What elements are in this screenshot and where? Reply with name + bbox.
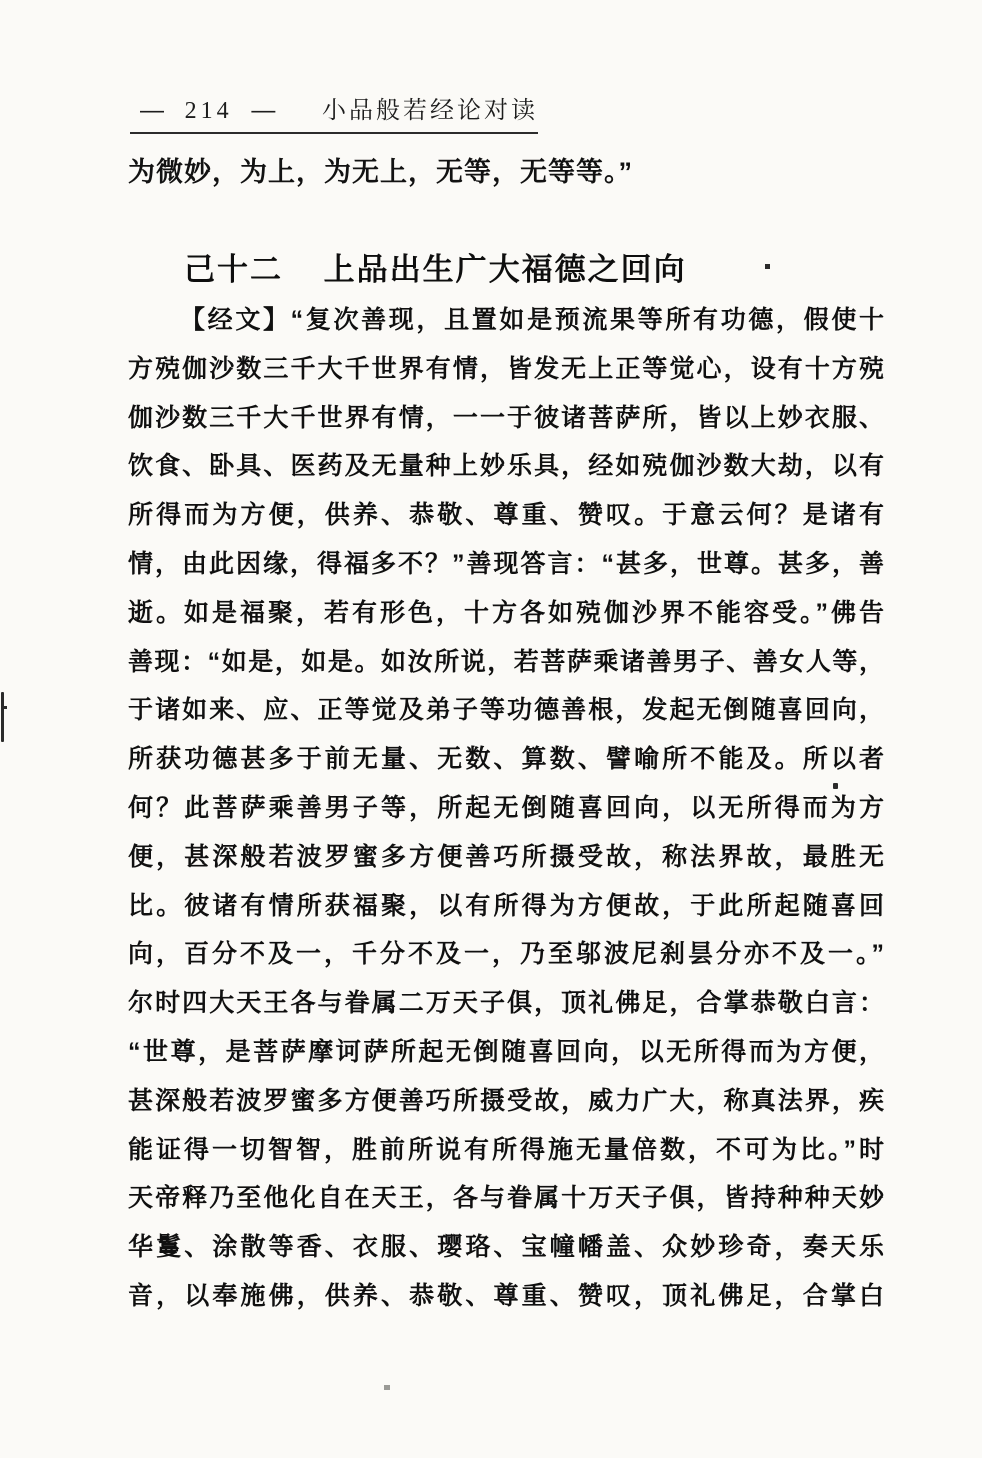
body-text-line: 所得而为方便，供养、恭敬、尊重、赞叹。于意云何？是诸有 — [128, 501, 884, 530]
header-dash-right: — — [251, 97, 278, 124]
scan-artifact-edge-line — [1, 692, 4, 742]
section-heading-number: 己十二 — [184, 252, 283, 287]
section-heading — [128, 244, 884, 289]
body-text-line: 【经文】“复次善现，且置如是预流果等所有功德，假使十 — [180, 306, 884, 334]
body-text-line: 善现：“如是，如是。如汝所说，若菩萨乘诸善男子、善女人等， — [128, 647, 884, 676]
scan-artifact-speck — [384, 1385, 390, 1390]
scan-artifact-edge-tick — [3, 706, 7, 709]
body-text-line: 甚深般若波罗蜜多方便善巧所摄受故，威力广大，称真法界，疾 — [128, 1086, 884, 1115]
book-title: 小品般若经论对读 — [322, 97, 539, 124]
body-text-line: 伽沙数三千大千世界有情，一一于彼诸菩萨所，皆以上妙衣服、 — [128, 403, 884, 432]
body-text-line: 情，由此因缘，得福多不？”善现答言：“甚多，世尊。甚多，善 — [128, 549, 884, 578]
body-text-line: 音，以奉施佛，供养、恭敬、尊重、赞叹，顶礼佛足，合掌白 — [128, 1281, 884, 1310]
body-paragraph — [128, 296, 884, 1321]
body-text-line: 所获功德甚多于前无量、无数、算数、譬喻所不能及。所以者 — [128, 745, 884, 774]
body-text-line: 逝。如是福聚，若有形色，十方各如殑伽沙界不能容受。”佛告 — [128, 598, 884, 627]
body-text-line: 于诸如来、应、正等觉及弟子等功德善根，发起无倒随喜回向， — [128, 696, 884, 725]
section-heading-title: 上品出生广大福德之回向 — [323, 252, 687, 287]
body-text-line: 比。彼诸有情所获福聚，以有所得为方便故，于此所起随喜回 — [128, 891, 884, 920]
body-text-line: 尔时四大天王各与眷属二万天子俱，顶礼佛足，合掌恭敬白言： — [128, 989, 884, 1018]
scan-artifact-dot — [765, 264, 770, 269]
body-text-line: 天帝释乃至他化自在天王，各与眷属十万天子俱，皆持种种天妙 — [128, 1184, 884, 1213]
body-text-line: “世尊，是菩萨摩诃萨所起无倒随喜回向，以无所得而为方便， — [128, 1037, 884, 1066]
body-text-line: 饮食、卧具、医药及无量种上妙乐具，经如殑伽沙数大劫，以有 — [128, 452, 884, 481]
body-text-line: 向，百分不及一，千分不及一，乃至邬波尼刹昙分亦不及一。” — [128, 940, 884, 969]
scan-artifact-dot — [833, 783, 838, 789]
header-dash-left: — — [140, 97, 166, 124]
body-text-line: 何？此菩萨乘善男子等，所起无倒随喜回向，以无所得而为方 — [128, 793, 884, 822]
body-text-line: 方殑伽沙数三千大千世界有情，皆发无上正等觉心，设有十方殑 — [128, 354, 884, 383]
running-header — [130, 90, 538, 134]
page-number: 214 — [184, 98, 233, 124]
body-text-line: 能证得一切智智，胜前所说有所得施无量倍数，不可为比。”时 — [128, 1135, 884, 1164]
carried-over-text-line: 为微妙，为上，为无上，无等，无等等。” — [128, 157, 633, 187]
body-text-line: 便，甚深般若波罗蜜多方便善巧所摄受故，称法界故，最胜无 — [128, 842, 884, 871]
body-text-line: 华鬘、涂散等香、衣服、璎珞、宝幢幡盖、众妙珍奇，奏天乐 — [128, 1233, 884, 1262]
